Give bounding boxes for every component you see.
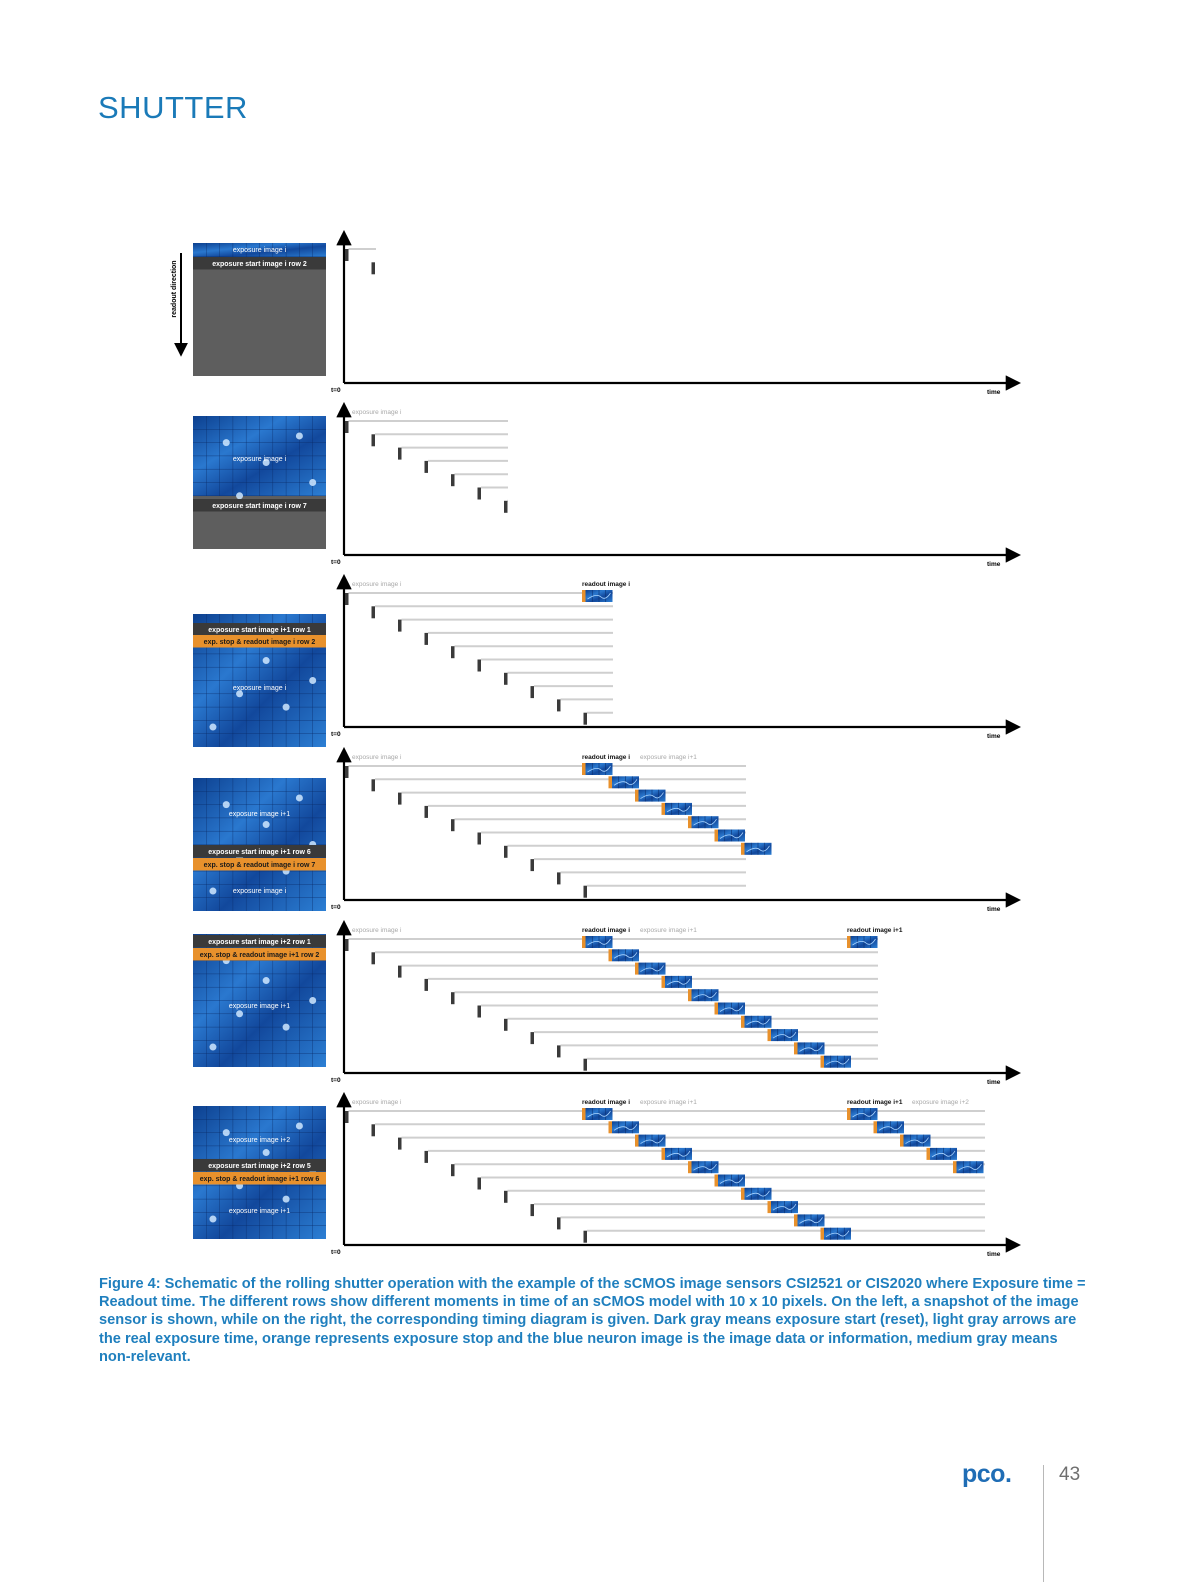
exposure-stop-mark xyxy=(662,803,666,815)
exposure-start-mark xyxy=(372,434,376,446)
timing-label: exposure image i+1 xyxy=(640,927,697,934)
figure-caption: Figure 4: Schematic of the rolling shutter operation with the example of the sCMOS image sensors CSI2521 or CIS2020 where Exposure time = Readout time. The different rows show different moments in time of an sCMOS model with 10 x 10 pixels. On the left, a snapshot of the image sensor is shown, while on the right, the corresponding timing diagram is given. Dark gray means exposure start (reset), light gray arrows are the real exposure time, orange represents exposure stop and the blue neuron image is the image data or information, medium gray means non-relevant. xyxy=(99,1276,1086,1365)
timing-label: exposure image i xyxy=(352,581,402,588)
time-axis-label: time xyxy=(987,389,1001,396)
exposure-start-mark xyxy=(504,501,508,513)
exposure-stop-mark xyxy=(688,989,692,1001)
timing-panel-4 xyxy=(193,750,1018,913)
exposure-stop-mark xyxy=(609,776,613,788)
exposure-stop-mark xyxy=(874,1121,878,1133)
exposure-start-mark xyxy=(531,1032,535,1044)
exposure-start-mark xyxy=(478,488,482,500)
sensor-label: exp. stop & readout image i row 2 xyxy=(203,639,316,646)
sensor-label: exposure image i xyxy=(232,247,287,254)
sensor-label: exposure image i+1 xyxy=(228,811,291,818)
exposure-start-mark xyxy=(531,859,535,871)
sensor-label: exp. stop & readout image i+1 row 6 xyxy=(199,1176,320,1183)
exposure-start-mark xyxy=(584,713,588,725)
exposure-start-mark xyxy=(478,1178,482,1190)
exposure-start-mark xyxy=(398,966,402,978)
exposure-stop-mark xyxy=(609,1121,613,1133)
exposure-start-mark xyxy=(478,660,482,672)
timing-label: exposure image i+1 xyxy=(640,1099,697,1106)
timing-label: exposure image i xyxy=(352,754,402,761)
exposure-start-mark xyxy=(584,1231,588,1243)
sensor-label: exposure image i+2 xyxy=(228,1137,291,1144)
exposure-stop-mark xyxy=(794,1214,798,1226)
timing-label: exposure image i+2 xyxy=(912,1099,969,1106)
sensor-label: exposure start image i+1 row 6 xyxy=(208,849,311,856)
exposure-stop-mark xyxy=(715,1003,719,1015)
time-origin-label: t=0 xyxy=(331,1249,341,1256)
sensor-label: exposure start image i+2 row 1 xyxy=(208,939,311,946)
exposure-start-mark xyxy=(557,1217,561,1229)
time-origin-label: t=0 xyxy=(331,731,341,738)
neuron-highlight xyxy=(263,1149,270,1156)
exposure-start-mark xyxy=(372,952,376,964)
timing-panel-2 xyxy=(193,405,1018,568)
exposure-stop-mark xyxy=(582,936,586,948)
exposure-start-mark xyxy=(345,939,349,951)
neuron-highlight xyxy=(309,677,316,684)
sensor-label: exposure image i xyxy=(232,888,287,895)
timing-label: exposure image i+1 xyxy=(640,754,697,761)
exposure-start-mark xyxy=(425,806,429,818)
exposure-stop-mark xyxy=(688,816,692,828)
sensor-label: exposure start image i+2 row 5 xyxy=(208,1163,311,1170)
readout-direction-label: readout direction xyxy=(171,260,178,318)
sensor-label: exposure start image i row 7 xyxy=(212,503,307,510)
exposure-start-mark xyxy=(372,1124,376,1136)
neuron-highlight xyxy=(236,492,243,499)
exposure-start-mark xyxy=(557,872,561,884)
time-axis-label: time xyxy=(987,733,1001,740)
exposure-start-mark xyxy=(372,262,376,274)
timing-label: exposure image i xyxy=(352,1099,402,1106)
exposure-stop-mark xyxy=(741,843,745,855)
exposure-start-mark xyxy=(345,1111,349,1123)
exposure-stop-mark xyxy=(715,1175,719,1187)
exposure-stop-mark xyxy=(768,1029,772,1041)
time-axis-label: time xyxy=(987,906,1001,913)
exposure-stop-mark xyxy=(635,1135,639,1147)
time-origin-label: t=0 xyxy=(331,387,341,394)
exposure-start-mark xyxy=(425,979,429,991)
exposure-start-mark xyxy=(504,846,508,858)
timing-label: readout image i xyxy=(582,927,631,934)
exposure-stop-mark xyxy=(900,1135,904,1147)
page-divider xyxy=(1043,1465,1044,1582)
time-axis-label: time xyxy=(987,1079,1001,1086)
sensor-label: exposure start image i+1 row 1 xyxy=(208,627,311,634)
timing-panel-1 xyxy=(193,233,1018,396)
timing-label: readout image i xyxy=(582,1099,631,1106)
exposure-start-mark xyxy=(345,421,349,433)
sensor-label: exposure image i xyxy=(232,456,287,463)
sensor-label: exposure start image i row 2 xyxy=(212,261,307,268)
timing-label: readout image i+1 xyxy=(847,927,903,934)
exposure-stop-mark xyxy=(609,949,613,961)
brand-logo: pco. xyxy=(962,1460,1012,1488)
neuron-highlight xyxy=(309,997,316,1004)
neuron-highlight xyxy=(263,977,270,984)
exposure-start-mark xyxy=(451,1164,455,1176)
sensor-label: exposure image i+1 xyxy=(228,1003,291,1010)
timing-panel-5 xyxy=(193,923,1018,1086)
exposure-start-mark xyxy=(584,1059,588,1071)
exposure-start-mark xyxy=(451,474,455,486)
page-number: 43 xyxy=(1059,1464,1081,1485)
neuron-highlight xyxy=(283,1196,290,1203)
neuron-highlight xyxy=(296,432,303,439)
timing-label: readout image i+1 xyxy=(847,1099,903,1106)
neuron-highlight xyxy=(209,1044,216,1051)
time-axis-label: time xyxy=(987,561,1001,568)
exposure-start-mark xyxy=(478,1006,482,1018)
exposure-stop-mark xyxy=(582,763,586,775)
neuron-highlight xyxy=(283,704,290,711)
neuron-highlight xyxy=(296,794,303,801)
exposure-stop-mark xyxy=(662,1148,666,1160)
exposure-stop-mark xyxy=(715,830,719,842)
exposure-start-mark xyxy=(398,1138,402,1150)
exposure-start-mark xyxy=(345,249,349,261)
exposure-stop-mark xyxy=(927,1148,931,1160)
exposure-start-mark xyxy=(504,673,508,685)
exposure-stop-mark xyxy=(635,963,639,975)
sensor-label: exposure image i xyxy=(232,685,287,692)
neuron-highlight xyxy=(283,1024,290,1031)
sensor-label: exp. stop & readout image i+1 row 2 xyxy=(199,952,320,959)
neuron-highlight xyxy=(296,1122,303,1129)
exposure-start-mark xyxy=(398,620,402,632)
exposure-stop-mark xyxy=(847,936,851,948)
exposure-start-mark xyxy=(345,766,349,778)
exposure-stop-mark xyxy=(821,1228,825,1240)
timing-label: exposure image i xyxy=(352,927,402,934)
time-origin-label: t=0 xyxy=(331,904,341,911)
neuron-highlight xyxy=(223,439,230,446)
neuron-highlight xyxy=(263,821,270,828)
exposure-start-mark xyxy=(345,593,349,605)
time-axis-label: time xyxy=(987,1251,1001,1258)
exposure-start-mark xyxy=(398,448,402,460)
exposure-stop-mark xyxy=(582,1108,586,1120)
exposure-start-mark xyxy=(398,793,402,805)
sensor-label: exposure image i+1 xyxy=(228,1208,291,1215)
timing-label: readout image i xyxy=(582,754,631,761)
exposure-start-mark xyxy=(504,1019,508,1031)
exposure-stop-mark xyxy=(662,976,666,988)
exposure-start-mark xyxy=(531,686,535,698)
timing-panel-6 xyxy=(193,1095,1018,1258)
exposure-start-mark xyxy=(504,1191,508,1203)
neuron-highlight xyxy=(263,657,270,664)
exposure-stop-mark xyxy=(821,1056,825,1068)
time-origin-label: t=0 xyxy=(331,559,341,566)
exposure-stop-mark xyxy=(953,1161,957,1173)
exposure-start-mark xyxy=(451,819,455,831)
exposure-start-mark xyxy=(425,1151,429,1163)
timing-label: readout image i xyxy=(582,581,631,588)
exposure-stop-mark xyxy=(794,1042,798,1054)
exposure-start-mark xyxy=(531,1204,535,1216)
exposure-start-mark xyxy=(557,699,561,711)
timing-panel-3 xyxy=(193,577,1018,747)
sensor-label: exp. stop & readout image i row 7 xyxy=(203,862,316,869)
exposure-start-mark xyxy=(478,833,482,845)
neuron-highlight xyxy=(223,1129,230,1136)
neuron-highlight xyxy=(209,1216,216,1223)
exposure-stop-mark xyxy=(741,1188,745,1200)
exposure-stop-mark xyxy=(635,790,639,802)
exposure-stop-mark xyxy=(582,590,586,602)
timing-label: exposure image i xyxy=(352,409,402,416)
exposure-stop-mark xyxy=(768,1201,772,1213)
neuron-highlight xyxy=(209,724,216,731)
neuron-highlight xyxy=(209,888,216,895)
page-title: SHUTTER xyxy=(98,90,248,125)
exposure-start-mark xyxy=(372,779,376,791)
exposure-start-mark xyxy=(584,886,588,898)
exposure-start-mark xyxy=(372,606,376,618)
exposure-start-mark xyxy=(557,1045,561,1057)
exposure-start-mark xyxy=(425,633,429,645)
neuron-highlight xyxy=(223,801,230,808)
exposure-stop-mark xyxy=(741,1016,745,1028)
time-origin-label: t=0 xyxy=(331,1077,341,1084)
exposure-start-mark xyxy=(451,646,455,658)
exposure-stop-mark xyxy=(847,1108,851,1120)
exposure-stop-mark xyxy=(688,1161,692,1173)
neuron-highlight xyxy=(236,1010,243,1017)
neuron-highlight xyxy=(309,479,316,486)
exposure-start-mark xyxy=(425,461,429,473)
exposure-start-mark xyxy=(451,992,455,1004)
